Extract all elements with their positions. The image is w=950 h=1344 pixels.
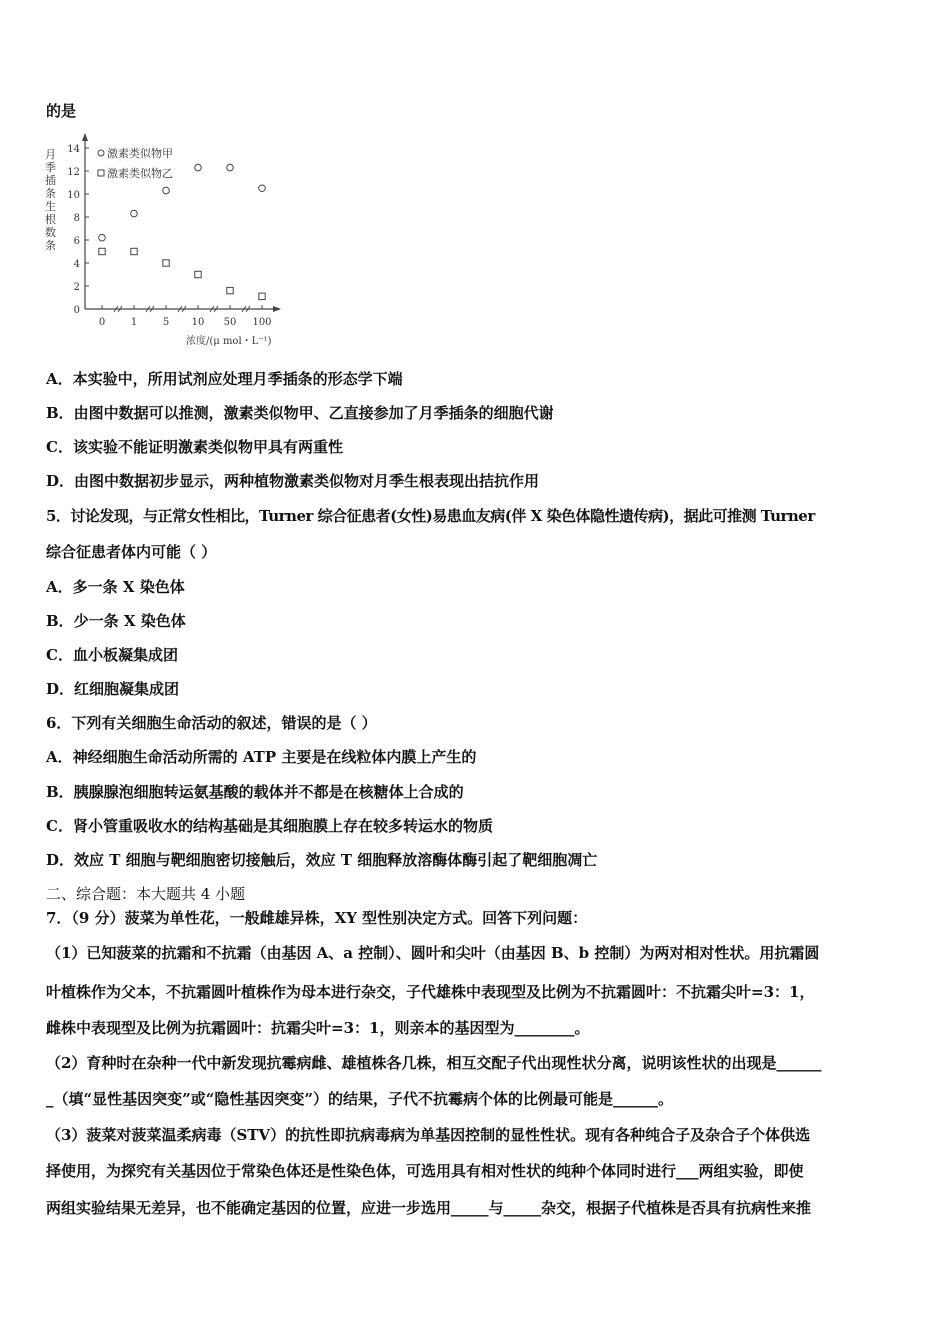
x-tick-label: 0 (98, 317, 106, 328)
q4-option-b: B．由图中数据可以推测，激素类似物甲、乙直接参加了月季插条的细胞代谢 (46, 404, 554, 422)
y-tick-label: 6 (73, 236, 80, 247)
x-tick-label: 10 (191, 317, 205, 328)
chart-legend (98, 146, 173, 180)
q7-p2-line2: _（填“显性基因突变”或“隐性基因突变”）的结果，子代不抗霉病个体的比例最可能是______。 (46, 1090, 674, 1108)
q4-option-c: C．该实验不能证明激素类似物甲具有两重性 (46, 438, 343, 456)
point-hormone-a (163, 187, 170, 194)
legend-entry: 激素类似物乙 (107, 167, 173, 180)
q4-option-a: A．本实验中，所用试剂应处理月季插条的形态学下端 (46, 370, 403, 388)
point-hormone-b (131, 248, 137, 254)
q6-option-a: A．神经细胞生命活动所需的 ATP 主要是在线粒体内膜上产生的 (46, 748, 477, 766)
point-hormone-b (99, 248, 105, 254)
y-tick-label: 2 (73, 282, 80, 293)
y-label-char: 月 (45, 148, 56, 161)
q7-p1-line2: 叶植株作为父本，不抗霜圆叶植株作为母本进行杂交，子代雄株中表现型及比例为不抗霜圆叶：不抗霜尖叶=3：1， (46, 983, 815, 1001)
y-tick-label: 8 (73, 213, 80, 224)
y-label-char: 季 (45, 161, 56, 174)
q7-p3-line3: 两组实验结果无差异，也不能确定基因的位置，应进一步选用_____与_____杂交，根据子代植株是否具有抗病性来推 (46, 1199, 812, 1217)
point-hormone-b (227, 287, 233, 293)
q5-option-b: B．少一条 X 染色体 (46, 612, 186, 630)
legend-marker-circle (98, 150, 104, 156)
q6-option-d: D．效应 T 细胞与靶细胞密切接触后，效应 T 细胞释放溶酶体酶引起了靶细胞凋亡 (46, 851, 598, 869)
y-axis-arrow (82, 133, 88, 141)
point-hormone-a (99, 234, 106, 241)
point-hormone-b (163, 260, 169, 266)
q6-option-b: B．胰腺腺泡细胞转运氨基酸的载体并不都是在核糖体上合成的 (46, 783, 464, 801)
q7-p3-line2: 择使用，为探究有关基因位于常染色体还是性染色体，可选用具有相对性状的纯种个体同时进行___两组实验，即使 (46, 1162, 804, 1180)
x-tick-label: 5 (162, 317, 170, 328)
y-tick-label: 0 (73, 305, 80, 316)
q7-stem: 7．（9 分）菠菜为单性花，一般雌雄异株，XY 型性别决定方式。回答下列问题： (46, 909, 588, 927)
point-hormone-a (227, 164, 234, 171)
y-axis-label (45, 148, 56, 252)
y-label-char: 数 (45, 226, 56, 239)
x-tick-label: 1 (130, 317, 138, 328)
y-label-char: 生 (45, 200, 56, 213)
legend-marker-square (98, 170, 104, 176)
y-label-char: 条 (45, 187, 56, 200)
q7-p1-line3: 雌株中表现型及比例为抗霜圆叶：抗霜尖叶=3：1，则亲本的基因型为________。 (46, 1019, 590, 1037)
q5-option-a: A．多一条 X 染色体 (46, 578, 185, 596)
intro-tail: 的是 (46, 102, 77, 120)
section2-title: 二、综合题：本大题共 4 小题 (46, 885, 246, 903)
scatter-chart (40, 128, 290, 353)
q7-p1-line1: （1）已知菠菜的抗霜和不抗霜（由基因 A、a 控制）、圆叶和尖叶（由基因 B、b 控制）为两对相对性状。用抗霜圆 (46, 944, 820, 962)
q7-p3-line1: （3）菠菜对菠菜温柔病毒（STV）的抗性即抗病毒病为单基因控制的显性性状。现有各种纯合子及杂合子个体供选 (46, 1126, 811, 1144)
point-hormone-a (131, 210, 138, 217)
point-hormone-b (259, 293, 265, 299)
q6-stem: 6．下列有关细胞生命活动的叙述，错误的是（ ） (46, 714, 377, 732)
q4-option-d: D．由图中数据初步显示，两种植物激素类似物对月季生根表现出拮抗作用 (46, 472, 540, 490)
y-tick-label: 10 (67, 190, 80, 201)
x-axis-label: 浓度/(μ mol・L⁻¹) (186, 336, 272, 347)
y-label-char: 插 (45, 174, 56, 187)
point-hormone-b (195, 271, 201, 277)
x-axis-arrow (273, 306, 281, 312)
q7-p2-line1: （2）育种时在杂种一代中新发现抗霉病雌、雄植株各几株，相互交配子代出现性状分离，说明该性状的出现是______ (46, 1054, 822, 1072)
x-tick-label: 50 (223, 317, 237, 328)
legend-entry: 激素类似物甲 (107, 147, 173, 160)
y-label-char: 根 (45, 213, 56, 226)
point-hormone-a (259, 185, 266, 192)
x-tick-label: 100 (252, 317, 272, 328)
q5-stem-line2: 综合征患者体内可能（ ） (46, 543, 217, 561)
q5-option-c: C．血小板凝集成团 (46, 646, 178, 664)
q5-stem-line1: 5．讨论发现，与正常女性相比，Turner 综合征患者(女性)易患血友病(伴 X 染色体隐性遗传病)，据此可推测 Turner (46, 507, 815, 525)
y-tick-label: 4 (73, 259, 80, 270)
y-tick-label: 12 (67, 167, 80, 178)
q6-option-c: C．肾小管重吸收水的结构基础是其细胞膜上存在较多转运水的物质 (46, 817, 493, 835)
q5-option-d: D．红细胞凝集成团 (46, 680, 180, 698)
point-hormone-a (195, 164, 202, 171)
y-label-char: 条 (45, 239, 56, 252)
chart-marks (99, 164, 266, 299)
y-tick-label: 14 (67, 144, 80, 155)
